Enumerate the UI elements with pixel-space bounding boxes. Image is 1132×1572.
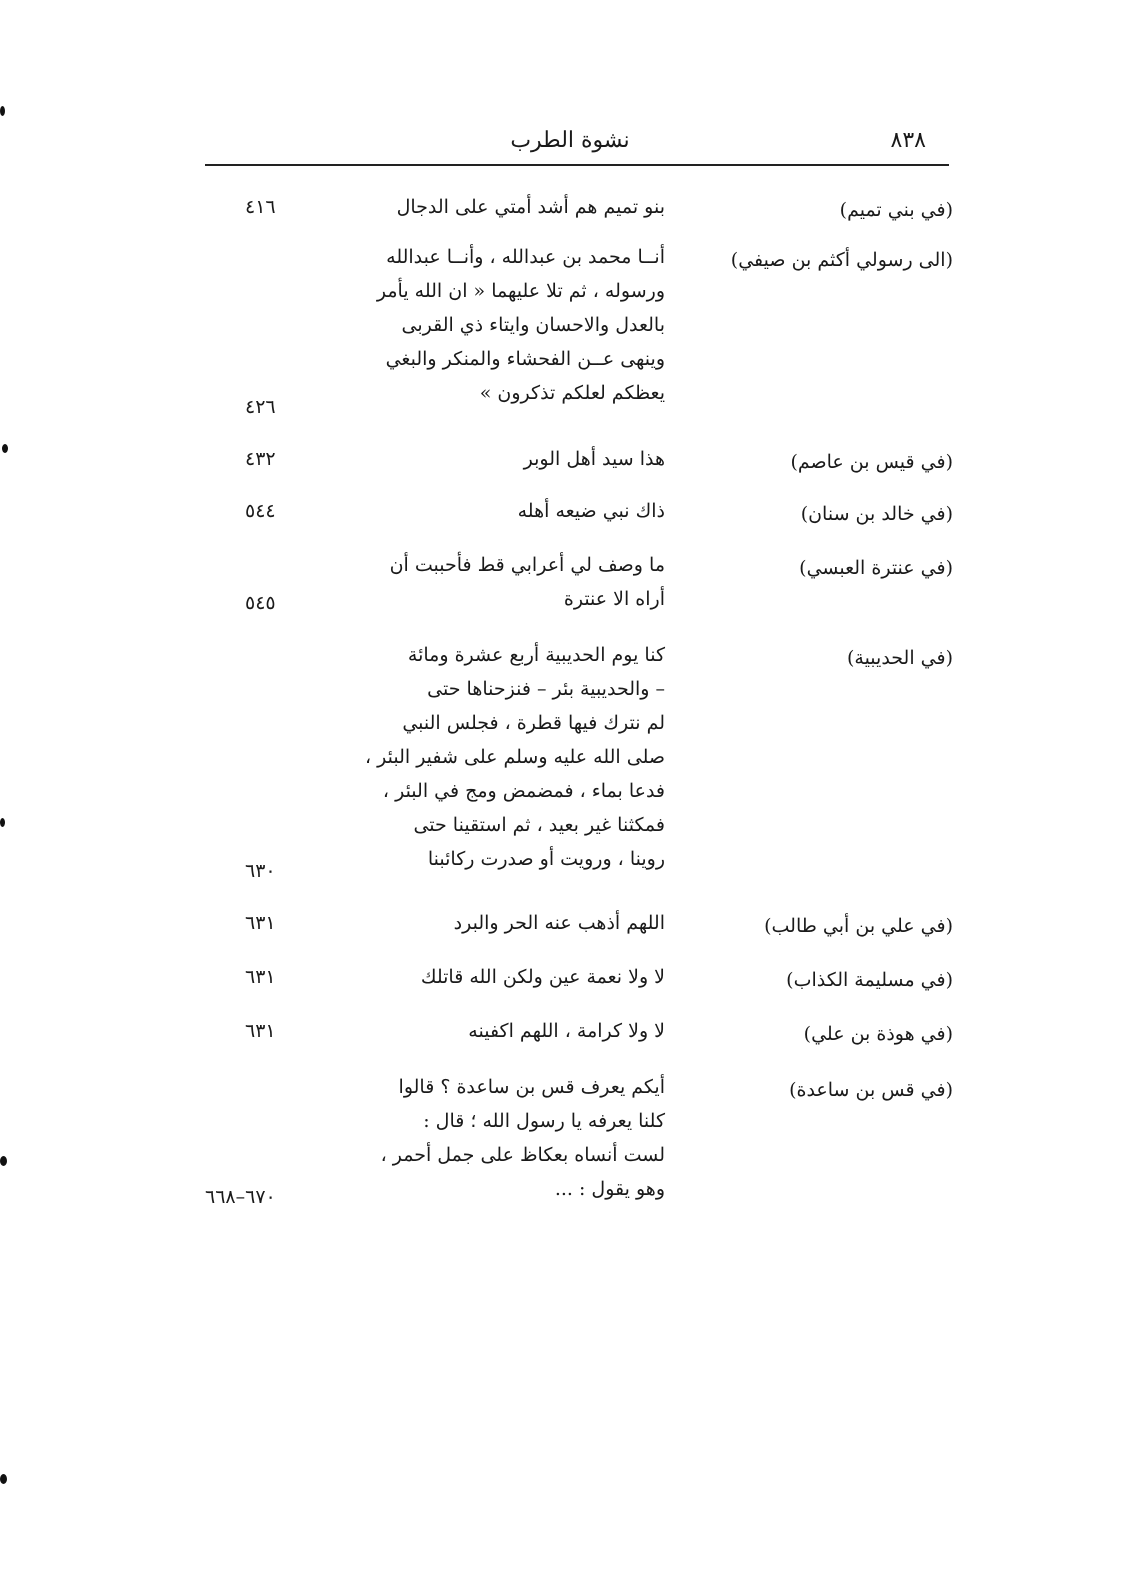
entry-text: بنو تميم هم أشد أمتي على الدجال [396,196,665,218]
scan-speck [0,818,5,827]
header-rule [205,164,949,166]
entry-reference: ٥٤٤ [245,500,276,522]
entry-reference: ٤٢٦ [245,396,276,418]
entry-topic: (في قيس بن عاصم) [790,451,953,473]
entry-topic: (في مسليمة الكذاب) [786,969,953,991]
scan-speck [0,106,5,116]
entry-text: لا ولا كرامة ، اللهم اكفينه [468,1020,665,1042]
entry-text: أنــا محمد بن عبدالله ، وأنــا عبدالله ورسوله ، ثم تلا عليهما « ان الله يأمر بالعدل والاحسان وايتاء ذي القربى وينهى عــن الفحشاء والمنكر والبغي يعظكم لعلكم تذكرون » [376,246,665,404]
entry-topic: (الى رسولي أكثم بن صيفي) [730,249,953,271]
entry-text: هذا سيد أهل الوبر [523,448,665,470]
scan-speck [0,1156,7,1166]
entry-reference: ٦٣٠ [245,860,276,882]
entry-reference: ٤٣٢ [245,448,276,470]
entry-reference: ٤١٦ [245,196,276,218]
entry-text: أيكم يعرف قس بن ساعدة ؟ قالوا كلنا يعرفه يا رسول الله ؛ قال : لست أنساه بعكاظ على جمل أحمر ، وهو يقول : ... [380,1076,665,1200]
entry-reference: ٦٣١ [245,966,276,988]
entry-topic: (في خالد بن سنان) [800,503,953,525]
entry-text: ما وصف لي أعرابي قط فأحببت أن أراه الا عنترة [389,554,665,610]
scan-speck [2,444,8,453]
scan-speck [0,1474,7,1484]
entry-text: لا ولا نعمة عين ولكن الله قاتلك [420,966,665,988]
entry-reference: ٦٧٠–٦٦٨ [205,1186,276,1208]
entry-text: كنا يوم الحديبية أربع عشرة ومائة – والحديبية بئر – فنزحناها حتى لم نترك فيها قطرة ، فجلس النبي صلى الله عليه وسلم على شفير البئر ، فدعا بماء ، فمضمض ومج في البئر ، فمكثنا غير بعيد ، ثم استقينا حتى روينا ، ورويت أو صدرت ركائبنا [364,644,665,870]
page-number: ٨٣٨ [890,128,926,153]
entry-topic: (في بني تميم) [839,199,953,221]
entry-reference: ٦٣١ [245,912,276,934]
entry-reference: ٥٤٥ [245,592,276,614]
entry-topic: (في الحديبية) [846,647,953,669]
running-title: نشوة الطرب [510,128,630,153]
entry-text: اللهم أذهب عنه الحر والبرد [453,912,665,934]
entry-text: ذاك نبي ضيعه أهله [517,500,665,522]
entry-topic: (في قس بن ساعدة) [789,1079,953,1101]
entry-topic: (في هوذة بن علي) [803,1023,953,1045]
entry-topic: (في عنترة العبسي) [799,557,953,579]
entry-reference: ٦٣١ [245,1020,276,1042]
entry-topic: (في علي بن أبي طالب) [764,915,953,937]
